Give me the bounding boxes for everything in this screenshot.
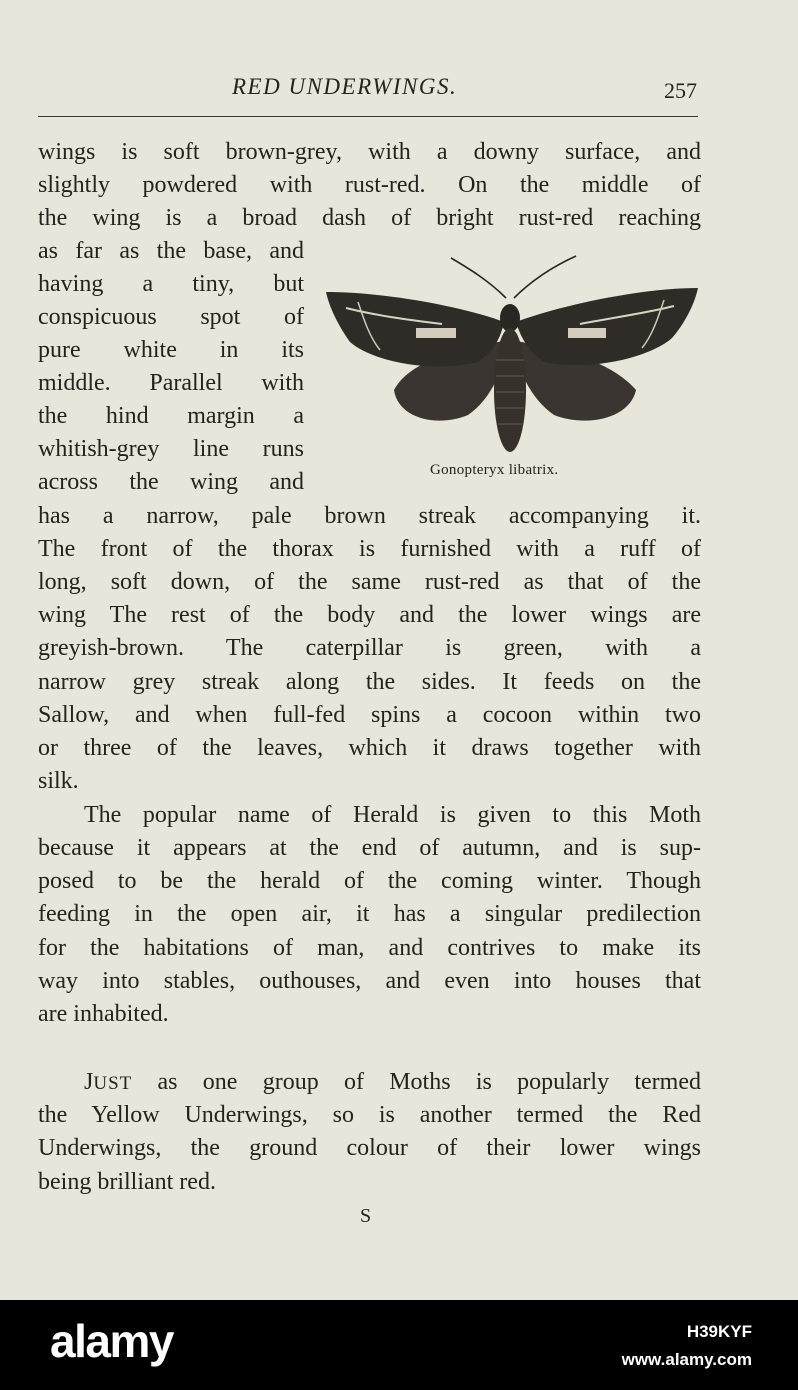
text-line: The popular name of Herald is given to this Moth [84, 802, 701, 828]
text-line: feeding in the open air, it has a singular predilection [38, 901, 701, 927]
text-line: conspicuous spot of [38, 304, 304, 330]
line-remainder: as one group of Moths is popularly termed [132, 1069, 701, 1095]
text-line: slightly powdered with rust-red. On the middle of [38, 172, 701, 198]
text-line: being brilliant red. [38, 1169, 216, 1195]
watermark-footer [0, 1300, 798, 1390]
image-id: H39KYF [686, 1322, 752, 1341]
text-line: as far as the base, and [38, 238, 304, 264]
text-line: having a tiny, but [38, 271, 304, 297]
text-line: are inhabited. [38, 1001, 169, 1027]
text-line: Underwings, the ground colour of their lower wings [38, 1135, 701, 1161]
text-line: pure white in its [38, 337, 304, 363]
figure-caption: Gonopteryx libatrix. [430, 462, 559, 478]
running-head: RED UNDERWINGS. [232, 74, 458, 99]
text-line: the Yellow Underwings, so is another termed the Red [38, 1102, 701, 1128]
small-caps-word: UST [93, 1073, 133, 1094]
text-line: long, soft down, of the same rust-red as that of the [38, 569, 701, 595]
text-line: wing The rest of the body and the lower wings are [38, 602, 701, 628]
text-line: whitish-grey line runs [38, 436, 304, 462]
moth-engraving [318, 250, 703, 490]
text-line: greyish-brown. The caterpillar is green, with a [38, 635, 701, 661]
text-line: for the habitations of man, and contrives to make its [38, 935, 701, 961]
text-line: or three of the leaves, which it draws together with [38, 735, 701, 761]
text-line: middle. Parallel with [38, 370, 304, 396]
text-line: way into stables, outhouses, and even into houses that [38, 968, 701, 994]
text-line: posed to be the herald of the coming winter. Though [38, 868, 701, 894]
text-line: because it appears at the end of autumn, and is sup- [38, 835, 701, 861]
text-line [84, 1066, 701, 1099]
text-line: the wing is a broad dash of bright rust-red reaching [38, 205, 701, 231]
initial-letter: J [84, 1069, 94, 1095]
text-line: narrow grey streak along the sides. It feeds on the [38, 669, 701, 695]
moth-figure [318, 250, 703, 490]
text-line: the hind margin a [38, 403, 304, 429]
header-rule [38, 116, 698, 117]
page-number: 257 [664, 78, 697, 103]
site-url: www.alamy.com [621, 1350, 752, 1369]
text-line: silk. [38, 768, 79, 794]
text-line: The front of the thorax is furnished with a ruff of [38, 536, 701, 562]
text-line: across the wing and [38, 469, 304, 495]
text-line: has a narrow, pale brown streak accompanying it. [38, 503, 701, 529]
text-line: wings is soft brown-grey, with a downy surface, and [38, 139, 701, 165]
signature-mark: S [360, 1205, 372, 1227]
alamy-logo: alamy [50, 1315, 173, 1367]
text-line: Sallow, and when full-fed spins a cocoon within two [38, 702, 701, 728]
